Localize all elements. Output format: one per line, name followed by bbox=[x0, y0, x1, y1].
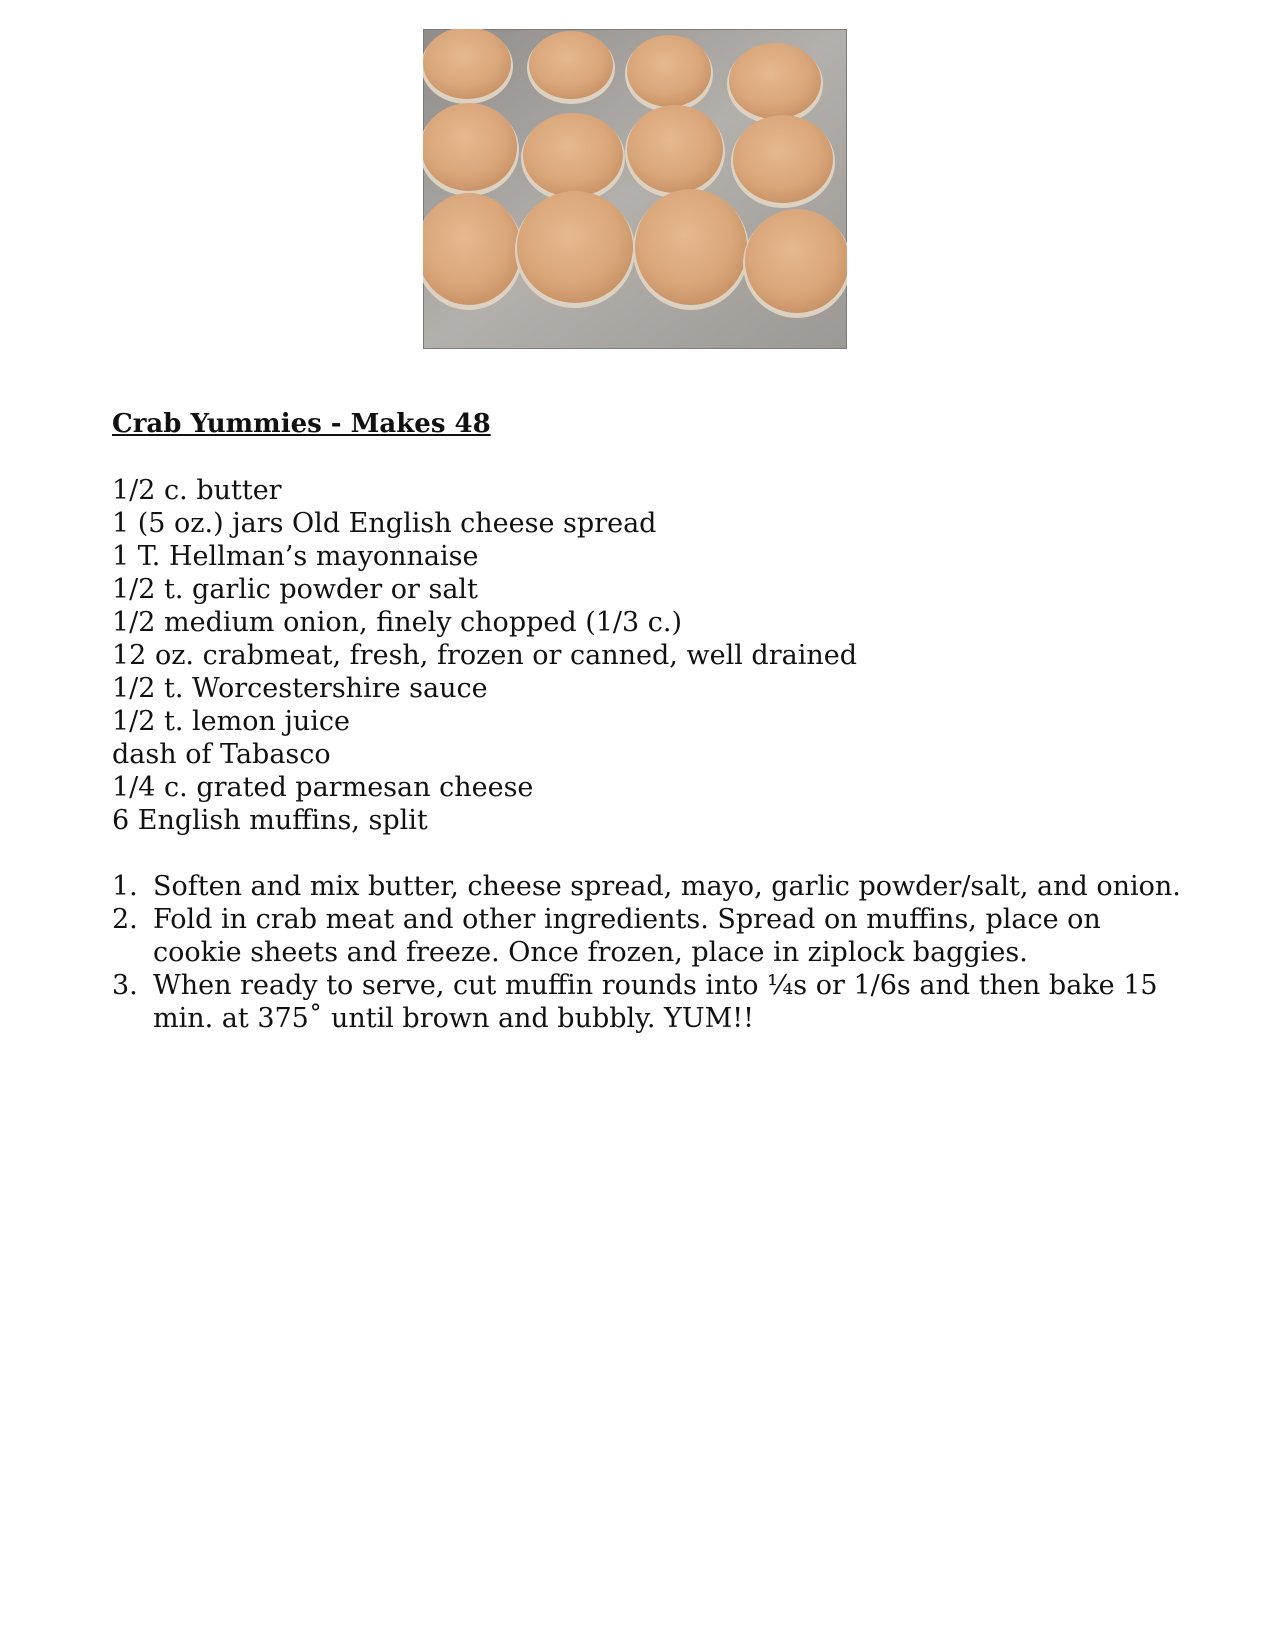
step-number: 2. bbox=[112, 904, 138, 935]
instruction-list bbox=[112, 870, 1192, 1035]
step-text: Fold in crab meat and other ingredients. Spread on muffins, place on cookie sheets and freeze. Once frozen, place in ziplock baggies. bbox=[153, 904, 1101, 968]
ingredient-item: dash of Tabasco bbox=[112, 739, 331, 770]
ingredient-item: 1/4 c. grated parmesan cheese bbox=[112, 772, 534, 803]
crab-spread bbox=[635, 189, 747, 305]
crab-spread bbox=[529, 31, 613, 99]
crab-spread bbox=[423, 29, 511, 99]
ingredient-item: 12 oz. crabmeat, fresh, frozen or canned, well drained bbox=[112, 640, 857, 671]
recipe-photo bbox=[423, 29, 847, 349]
ingredient-item: 6 English muffins, split bbox=[112, 805, 428, 836]
ingredient-item: 1/2 medium onion, finely chopped (1/3 c.) bbox=[112, 607, 683, 638]
crab-spread bbox=[745, 209, 847, 313]
ingredient-item: 1/2 t. Worcestershire sauce bbox=[112, 673, 488, 704]
ingredient-item: 1/2 t. garlic powder or salt bbox=[112, 574, 478, 605]
ingredient-item: 1 T. Hellman’s mayonnaise bbox=[112, 541, 479, 572]
instruction-step bbox=[112, 969, 1192, 1035]
step-number: 3. bbox=[112, 970, 138, 1001]
ingredient-item: 1/2 c. butter bbox=[112, 475, 282, 506]
step-number: 1. bbox=[112, 871, 138, 902]
ingredient-item: 1 (5 oz.) jars Old English cheese spread bbox=[112, 508, 657, 539]
recipe-body bbox=[112, 408, 1192, 1035]
crab-spread bbox=[523, 113, 623, 197]
instruction-step bbox=[112, 870, 1192, 903]
ingredient-item: 1/2 t. lemon juice bbox=[112, 706, 350, 737]
crab-spread bbox=[733, 115, 833, 203]
crab-spread bbox=[627, 105, 723, 193]
instruction-step bbox=[112, 903, 1192, 969]
step-text: When ready to serve, cut muffin rounds into ¼s or 1/6s and then bake 15 min. at 375˚ until brown and bubbly. YUM!! bbox=[153, 970, 1158, 1034]
crab-spread bbox=[423, 103, 517, 191]
crab-spread bbox=[517, 191, 633, 303]
step-text: Soften and mix butter, cheese spread, mayo, garlic powder/salt, and onion. bbox=[153, 871, 1181, 902]
crab-spread bbox=[729, 43, 821, 119]
crab-spread bbox=[627, 35, 711, 107]
recipe-title: Crab Yummies - Makes 48 bbox=[112, 409, 491, 439]
ingredient-list bbox=[112, 474, 1192, 837]
